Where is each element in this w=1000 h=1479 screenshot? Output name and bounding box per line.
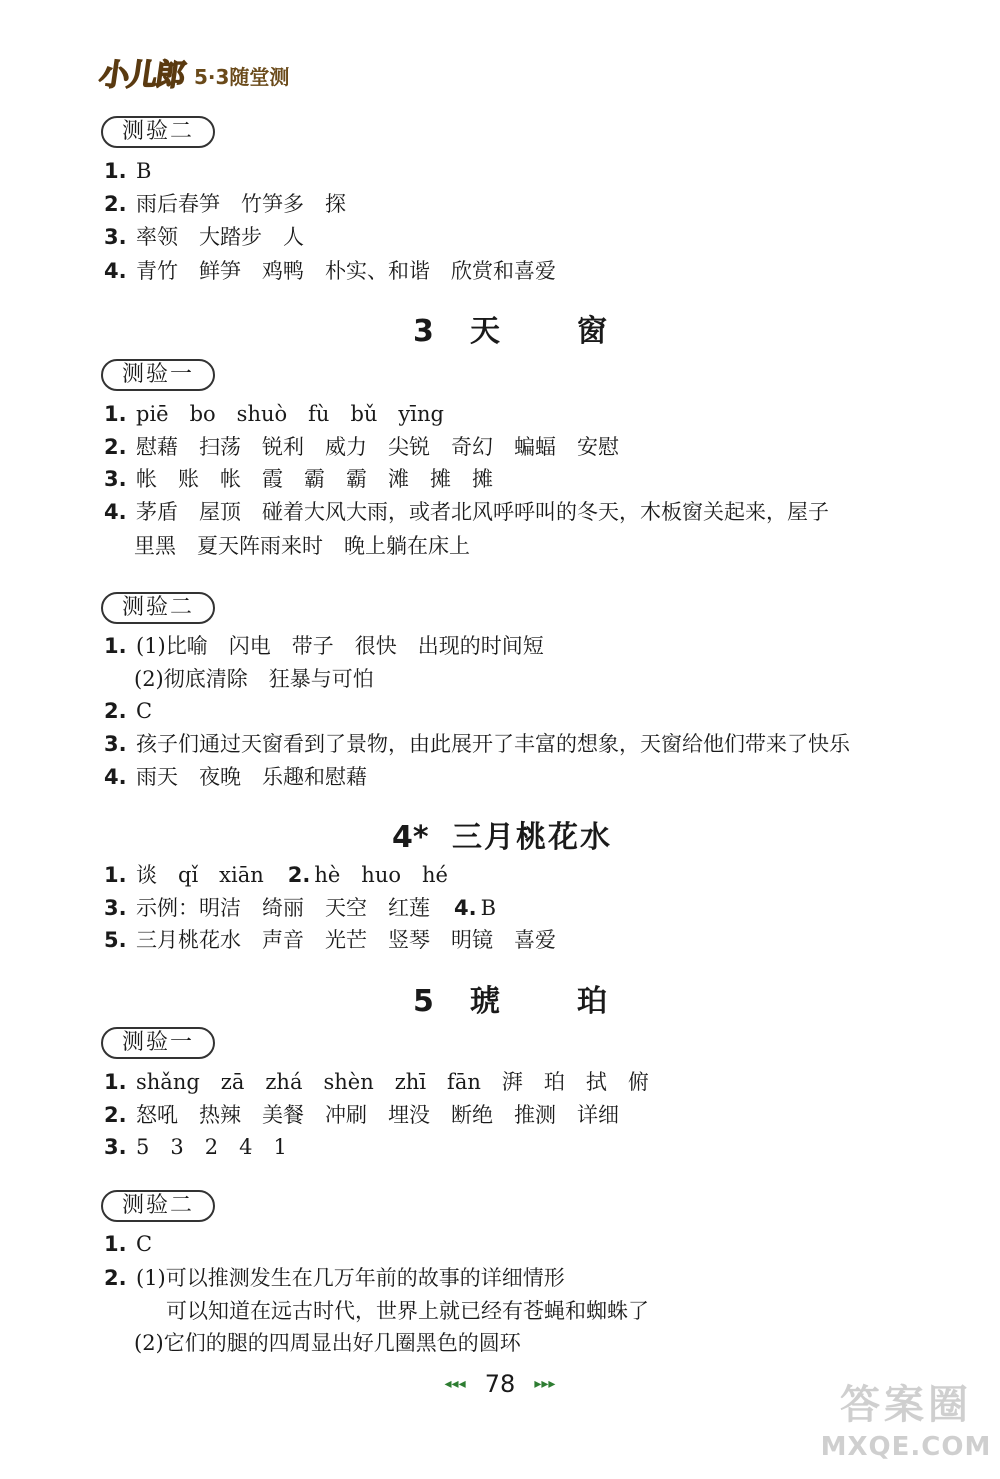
answer-text: 青竹 鲜笋 鸡鸭 朴实、和谐 欣赏和喜爱 xyxy=(136,259,556,283)
answer-continuation: (2)彻底清除 狂暴与可怕 xyxy=(134,667,374,691)
item-number: 5. xyxy=(104,928,127,952)
lesson-title-char: 琥 xyxy=(470,984,500,1019)
answer-line xyxy=(104,729,850,759)
answer-text: 茅盾 屋顶 碰着大风大雨，或者北风呼呼叫的冬天，木板窗关起来，屋子 xyxy=(136,500,829,524)
answer-text: 示例：明洁 绮丽 天空 红莲 xyxy=(136,896,430,920)
answer-line xyxy=(104,762,367,792)
answer-line xyxy=(104,189,346,219)
watermark-logo-text: 答案圈 xyxy=(840,1382,972,1428)
answer-line xyxy=(104,1263,565,1293)
test-label: 测验一 xyxy=(101,1027,215,1059)
item-number: 1. xyxy=(104,1070,127,1094)
item-number: 1. xyxy=(104,1232,127,1256)
lesson-title-char: 珀 xyxy=(577,984,607,1019)
item-number: 4. xyxy=(104,765,127,789)
answer-line xyxy=(104,497,829,527)
lesson-number: 3 xyxy=(413,314,434,349)
test-label: 测验二 xyxy=(101,1190,215,1222)
lesson-title-char: 天 xyxy=(470,314,500,349)
answer-line xyxy=(104,432,619,462)
answer-text: B xyxy=(480,896,497,920)
test-label: 测验二 xyxy=(101,116,215,148)
test-label: 测验二 xyxy=(101,592,215,624)
answer-line xyxy=(104,893,496,923)
watermark-url: MXQE.COM xyxy=(820,1432,992,1462)
answer-line xyxy=(104,399,444,429)
item-number: 2. xyxy=(104,192,127,216)
item-number: 2. xyxy=(104,699,127,723)
answer-line xyxy=(104,256,556,286)
brand-logo: 小儿郎 xyxy=(97,58,186,93)
answer-text: C xyxy=(136,699,153,723)
answer-text: hè huo hé xyxy=(314,863,448,887)
answer-text: 怒吼 热辣 美餐 冲刷 埋没 断绝 推测 详细 xyxy=(136,1103,619,1127)
answer-line xyxy=(104,696,152,726)
lesson-number: 4* xyxy=(392,820,429,855)
answer-line xyxy=(104,1067,649,1097)
item-number: 2. xyxy=(104,435,127,459)
answer-text: shǎng zā zhá shèn zhī fān 湃 珀 拭 俯 xyxy=(136,1070,649,1094)
answer-line xyxy=(104,1100,619,1130)
item-number: 1. xyxy=(104,402,127,426)
item-number: 2. xyxy=(287,863,311,887)
item-number: 4. xyxy=(104,500,127,524)
answer-text: 孩子们通过天窗看到了景物，由此展开了丰富的想象，天窗给他们带来了快乐 xyxy=(136,732,850,756)
watermark xyxy=(820,1380,992,1472)
item-number: 3. xyxy=(104,467,127,491)
item-number: 3. xyxy=(104,732,127,756)
answer-line xyxy=(104,156,151,186)
item-number: 4. xyxy=(104,259,127,283)
answer-text: 5 3 2 4 1 xyxy=(136,1135,287,1159)
item-number: 2. xyxy=(104,1266,127,1290)
answer-text: piē bo shuò fù bǔ yīng xyxy=(136,402,444,426)
item-number: 3. xyxy=(104,896,127,920)
answer-continuation: 里黑 夏天阵雨来时 晚上躺在床上 xyxy=(134,534,470,558)
test-label: 测验一 xyxy=(101,359,215,391)
lesson-title-text: 三月桃花水 xyxy=(452,820,612,855)
item-number: 4. xyxy=(454,896,477,920)
answer-line xyxy=(104,222,304,252)
item-number: 1. xyxy=(104,863,127,887)
answer-text: 三月桃花水 声音 光芒 竖琴 明镜 喜爱 xyxy=(136,928,556,952)
answer-text: (1)比喻 闪电 带子 很快 出现的时间短 xyxy=(136,634,544,658)
answer-continuation: (2)它们的腿的四周显出好几圈黑色的圆环 xyxy=(134,1331,521,1355)
lesson-title-char: 窗 xyxy=(577,314,607,349)
item-number: 2. xyxy=(104,1103,127,1127)
header-logo xyxy=(97,52,290,93)
answer-text: 雨后春笋 竹笋多 探 xyxy=(136,192,346,216)
item-number: 3. xyxy=(104,1135,127,1159)
answer-line xyxy=(104,1229,152,1259)
item-number: 1. xyxy=(104,634,127,658)
answer-text: 率领 大踏步 人 xyxy=(136,225,304,249)
series-title: 5·3随堂测 xyxy=(194,64,290,89)
lesson-number: 5 xyxy=(413,984,434,1019)
answer-line xyxy=(104,631,544,661)
answer-line xyxy=(104,464,493,494)
answer-text: 慰藉 扫荡 锐利 威力 尖锐 奇幻 蝙蝠 安慰 xyxy=(136,435,619,459)
left-arrows-icon: ◂◂◂ xyxy=(444,1376,466,1392)
answer-text: (1)可以推测发生在几万年前的故事的详细情形 xyxy=(136,1266,565,1290)
page-number: 78 xyxy=(484,1370,516,1398)
answer-continuation: 可以知道在远古时代，世界上就已经有苍蝇和蜘蛛了 xyxy=(166,1299,649,1323)
answer-text: C xyxy=(136,1232,153,1256)
right-arrows-icon: ▸▸▸ xyxy=(534,1376,556,1392)
answer-line xyxy=(104,925,556,955)
answer-text: B xyxy=(136,159,152,183)
answer-line xyxy=(104,860,448,890)
answer-text: 谈 qǐ xiān xyxy=(136,863,264,887)
answer-line xyxy=(104,1132,287,1162)
answer-text: 雨天 夜晚 乐趣和慰藉 xyxy=(136,765,367,789)
item-number: 3. xyxy=(104,225,127,249)
answer-text: 帐 账 帐 霞 霸 霸 滩 摊 摊 xyxy=(136,467,493,491)
item-number: 1. xyxy=(104,159,127,183)
